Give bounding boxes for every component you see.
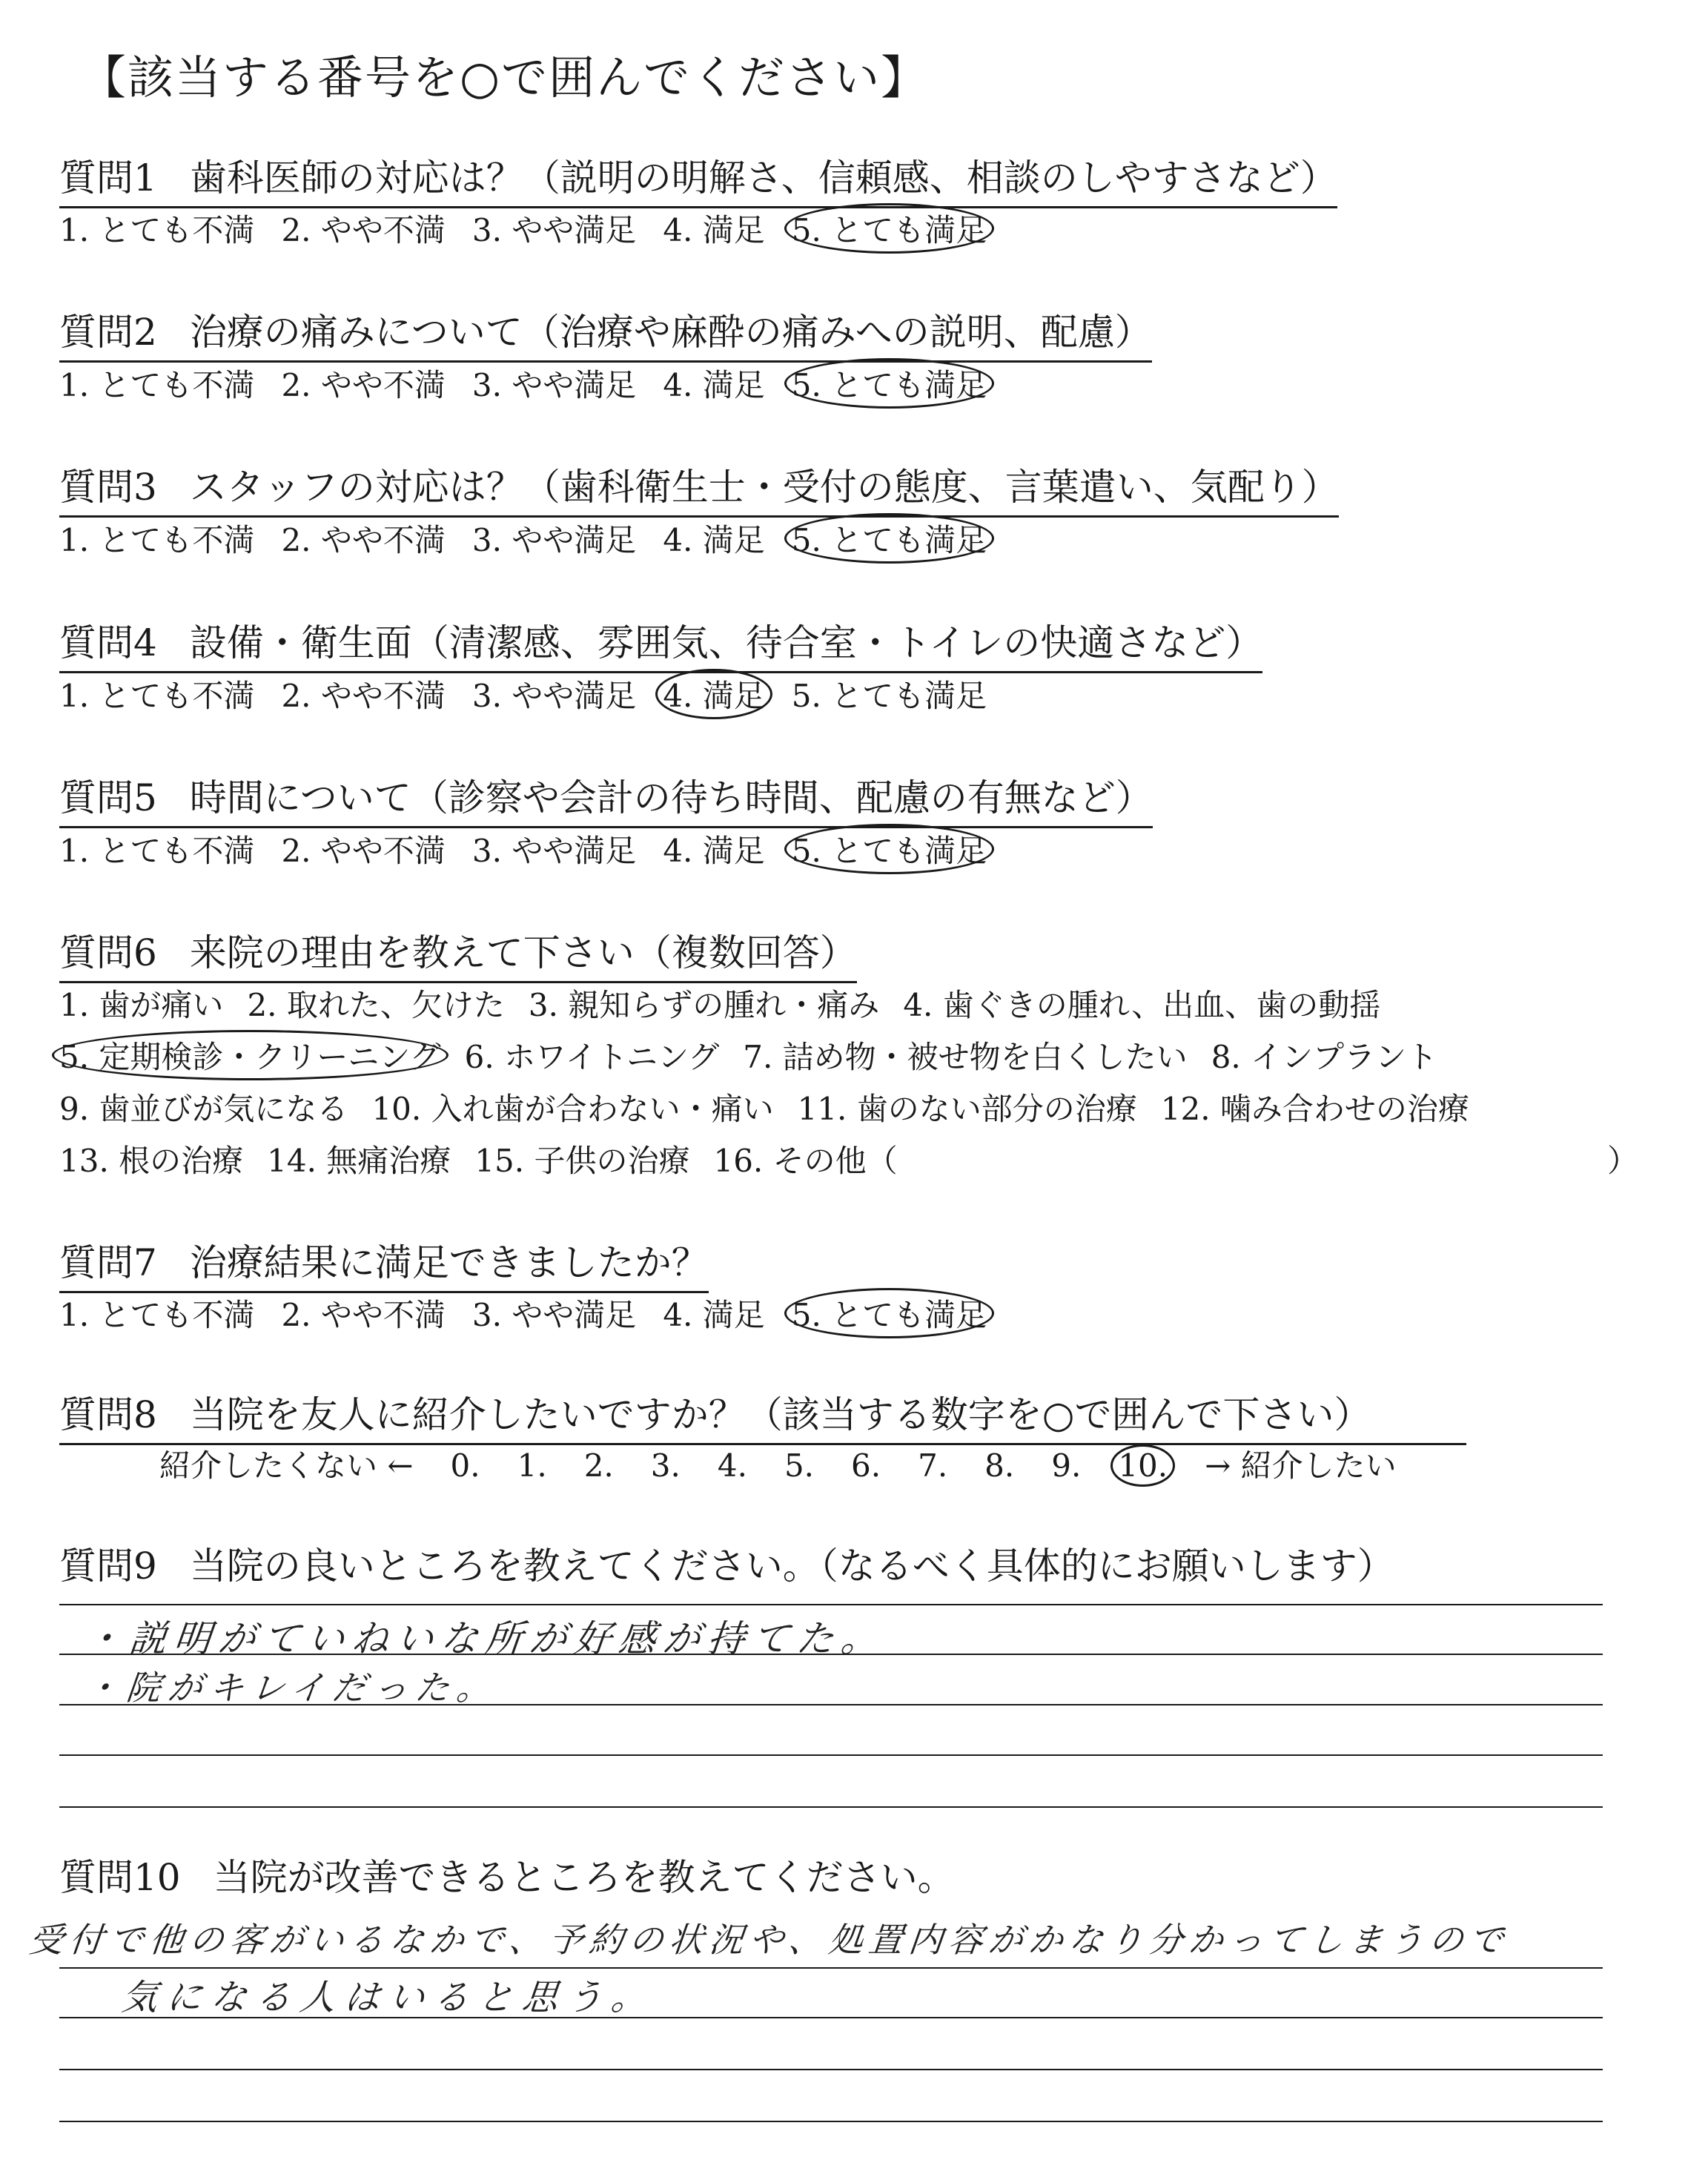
q5-option-4[interactable]: 4. 満足 [663, 833, 765, 869]
q8-score-7[interactable]: 7. [918, 1447, 948, 1484]
q8-score-6[interactable]: 6. [851, 1447, 881, 1484]
page-title: 【該当する番号を○で囲んでください】 [80, 50, 929, 105]
q9-handwritten-answer-1: ・説明がていねいな所が好感が持てた。 [82, 1617, 888, 1660]
q6-option-6[interactable]: 6. ホワイトニング [464, 1039, 720, 1075]
question-6-number: 質問6 [59, 931, 157, 974]
question-8-number: 質問8 [59, 1393, 157, 1436]
q4-option-5[interactable]: 5. とても満足 [791, 678, 987, 714]
q7-option-1[interactable]: 1. とても不満 [59, 1297, 255, 1333]
q2-option-2[interactable]: 2. やや不満 [281, 367, 446, 403]
q1-option-5-circled[interactable]: 5. とても満足 [792, 206, 987, 251]
q6-options-row-1 [59, 981, 1404, 1025]
question-9-text: 当院の良いところを教えてください。（なるべく具体的にお願いします） [189, 1545, 1394, 1588]
question-9-number: 質問9 [59, 1545, 157, 1588]
q2-option-1[interactable]: 1. とても不満 [59, 367, 255, 403]
q6-option-4[interactable]: 4. 歯ぐきの腫れ、出血、歯の動揺 [903, 987, 1381, 1023]
q6-options-row-3 [59, 1085, 1493, 1129]
q2-option-4[interactable]: 4. 満足 [663, 367, 765, 403]
q3-option-5-circled[interactable]: 5. とても満足 [792, 516, 987, 561]
q7-option-5-circled[interactable]: 5. とても満足 [792, 1291, 987, 1335]
q6-option-14[interactable]: 14. 無痛治療 [267, 1143, 451, 1179]
q8-score-5[interactable]: 5. [784, 1447, 815, 1484]
q10-answer-line-3 [59, 2069, 1603, 2070]
q6-option-5-circled[interactable]: 5. 定期検診・クリーニング [59, 1033, 441, 1077]
question-4-number: 質問4 [59, 621, 157, 664]
question-1-heading [59, 148, 1337, 208]
q8-score-10-circled[interactable]: 10. [1118, 1447, 1168, 1484]
q8-score-9[interactable]: 9. [1051, 1447, 1082, 1484]
question-3-text: スタッフの対応は？（歯科衛生士・受付の態度、言葉遣い、気配り） [189, 466, 1339, 509]
question-8-heading [59, 1385, 1466, 1445]
question-7-heading [59, 1233, 709, 1293]
q6-options-row-2 [59, 1033, 1461, 1077]
q10-answer-line-4 [59, 2121, 1603, 2122]
q6-option-9[interactable]: 9. 歯並びが気になる [59, 1091, 348, 1127]
question-4-text: 設備・衛生面（清潔感、雰囲気、待合室・トイレの快適さなど） [189, 621, 1263, 664]
q8-score-4[interactable]: 4. [717, 1447, 747, 1484]
q4-option-4-circled[interactable]: 4. 満足 [663, 672, 764, 716]
question-9-heading [59, 1536, 1394, 1594]
q6-option-12[interactable]: 12. 噛み合わせの治療 [1160, 1091, 1469, 1127]
question-4-heading [59, 613, 1262, 673]
q10-handwritten-answer-1: 受付で他の客がいるなかで、予約の状況や、処置内容がかなり分かってしまうので [27, 1920, 1512, 1960]
question-7-text: 治療結果に満足できましたか？ [189, 1241, 709, 1284]
q6-other-close-paren: ） [1607, 1143, 1639, 1179]
q8-scale [159, 1441, 1434, 1486]
question-10-text: 当院が改善できるところを教えてください。 [213, 1856, 955, 1899]
q5-option-2[interactable]: 2. やや不満 [281, 833, 446, 869]
question-2-text: 治療の痛みについて（治療や麻酔の痛みへの説明、配慮） [189, 311, 1152, 354]
q6-options-row-4 [59, 1137, 921, 1181]
question-5-options [59, 827, 1013, 871]
q1-option-4[interactable]: 4. 満足 [663, 212, 765, 248]
q4-option-2[interactable]: 2. やや不満 [281, 678, 446, 714]
q8-score-3[interactable]: 3. [650, 1447, 681, 1484]
question-6-heading [59, 923, 857, 983]
q8-right-label: → 紹介したい [1205, 1447, 1397, 1484]
q6-option-2[interactable]: 2. 取れた、欠けた [247, 987, 505, 1023]
question-7-number: 質問7 [59, 1241, 157, 1284]
question-5-heading [59, 768, 1153, 828]
q7-option-4[interactable]: 4. 満足 [663, 1297, 765, 1333]
q8-score-1[interactable]: 1. [517, 1447, 547, 1484]
question-2-heading [59, 303, 1152, 363]
q1-option-1[interactable]: 1. とても不満 [59, 212, 255, 248]
q6-option-13[interactable]: 13. 根の治療 [59, 1143, 244, 1179]
q6-option-16[interactable]: 16. その他（ [713, 1143, 898, 1179]
q6-option-8[interactable]: 8. インプラント [1211, 1039, 1438, 1075]
q6-option-1[interactable]: 1. 歯が痛い [59, 987, 224, 1023]
q8-score-0[interactable]: 0. [450, 1447, 480, 1484]
question-7-options [59, 1291, 1013, 1335]
q8-score-2[interactable]: 2. [583, 1447, 614, 1484]
question-1-text: 歯科医師の対応は？（説明の明解さ、信頼感、相談のしやすさなど） [189, 156, 1337, 199]
q1-option-3[interactable]: 3. やや満足 [471, 212, 637, 248]
q6-option-3[interactable]: 3. 親知らずの腫れ・痛み [528, 987, 880, 1023]
question-5-text: 時間について（診察や会計の待ち時間、配慮の有無など） [189, 776, 1153, 819]
q5-option-1[interactable]: 1. とても不満 [59, 833, 255, 869]
q2-option-3[interactable]: 3. やや満足 [471, 367, 637, 403]
question-3-heading [59, 458, 1339, 518]
question-6-text: 来院の理由を教えて下さい（複数回答） [189, 931, 857, 974]
question-1-number: 質問1 [59, 156, 157, 199]
q1-option-2[interactable]: 2. やや不満 [281, 212, 446, 248]
question-2-options [59, 361, 1013, 406]
q9-answer-line-5 [59, 1806, 1603, 1808]
q7-option-3[interactable]: 3. やや満足 [471, 1297, 637, 1333]
question-3-number: 質問3 [59, 466, 157, 509]
q3-option-1[interactable]: 1. とても不満 [59, 522, 255, 558]
q7-option-2[interactable]: 2. やや不満 [281, 1297, 446, 1333]
q3-option-4[interactable]: 4. 満足 [663, 522, 765, 558]
q3-option-2[interactable]: 2. やや不満 [281, 522, 446, 558]
q6-option-7[interactable]: 7. 詰め物・被せ物を白くしたい [743, 1039, 1188, 1075]
q9-answer-line-1 [59, 1604, 1603, 1605]
q3-option-3[interactable]: 3. やや満足 [471, 522, 637, 558]
q5-option-5-circled[interactable]: 5. とても満足 [792, 827, 987, 871]
q8-score-8[interactable]: 8. [984, 1447, 1015, 1484]
question-10-heading [59, 1848, 955, 1906]
q9-handwritten-answer-2: ・院がキレイだった。 [82, 1668, 500, 1708]
q2-option-5-circled[interactable]: 5. とても満足 [792, 361, 987, 406]
question-10-number: 質問10 [59, 1856, 181, 1899]
q8-left-label: 紹介したくない ← [159, 1447, 414, 1484]
question-8-text: 当院を友人に紹介したいですか？（該当する数字を○で囲んで下さい） [189, 1393, 1371, 1436]
question-5-number: 質問5 [59, 776, 157, 819]
question-2-number: 質問2 [59, 311, 157, 354]
q6-option-11[interactable]: 11. 歯のない部分の治療 [797, 1091, 1137, 1127]
q6-option-10[interactable]: 10. 入れ歯が合わない・痛い [371, 1091, 774, 1127]
q9-answer-line-4 [59, 1754, 1603, 1756]
q10-handwritten-answer-2: 気になる人はいると思う。 [119, 1977, 658, 2018]
q4-option-1[interactable]: 1. とても不満 [59, 678, 255, 714]
question-4-options [59, 672, 1013, 716]
question-1-options [59, 206, 1013, 251]
q6-option-15[interactable]: 15. 子供の治療 [474, 1143, 690, 1179]
q5-option-3[interactable]: 3. やや満足 [471, 833, 637, 869]
question-3-options [59, 516, 1013, 561]
q4-option-3[interactable]: 3. やや満足 [471, 678, 637, 714]
